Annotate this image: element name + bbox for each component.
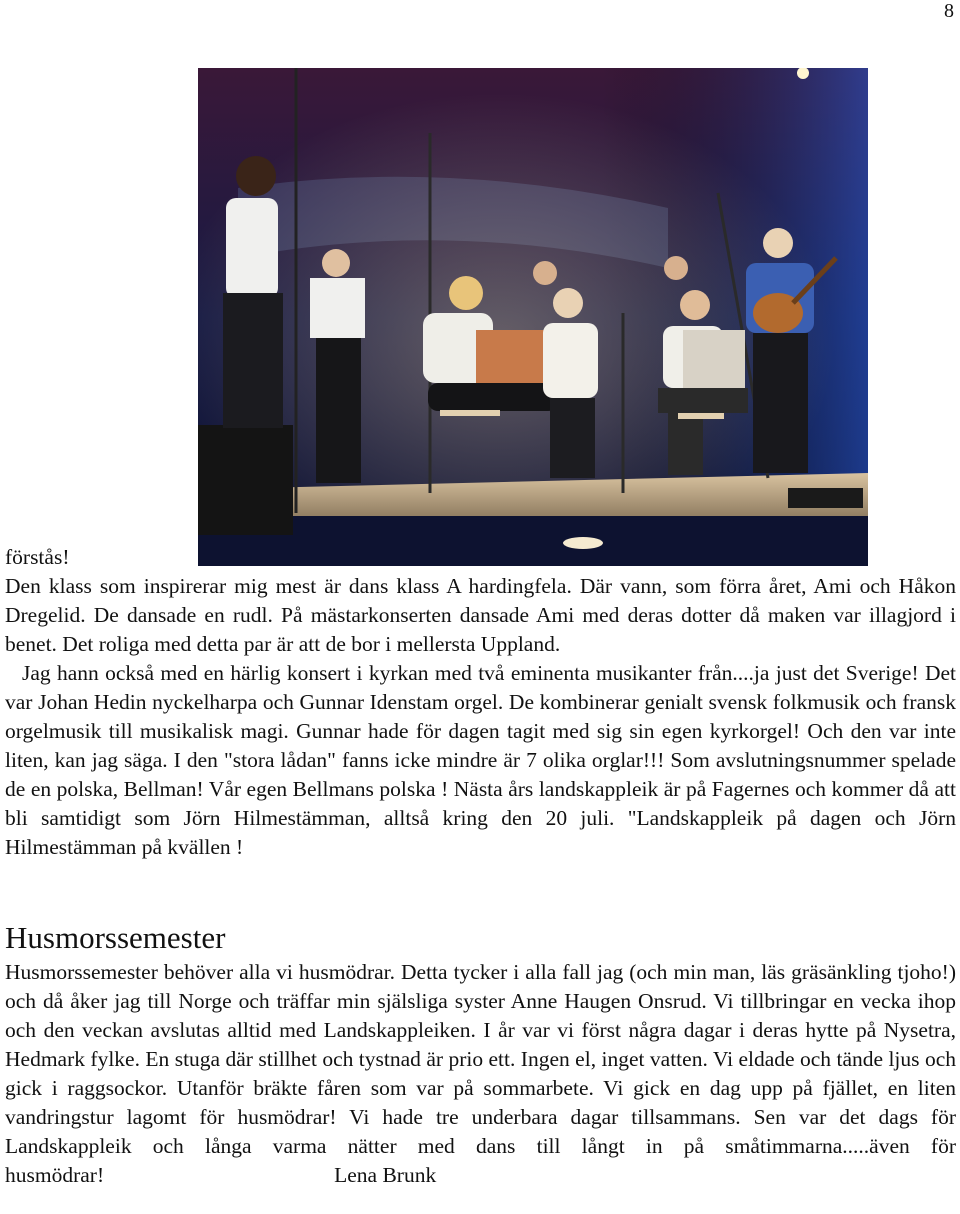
paragraph-hardingfela: Den klass som inspirerar mig mest är dans klass A hardingfela. Där vann, som förra året, Ami och Håkon Dregelid. De dansade en rudl. På mästarkonserten dansade Ami med deras dotter då maken var illagjord i benet. Det roliga med detta par är att de bor i mellersta Uppland. <box>5 574 956 656</box>
page-number: 8 <box>944 0 954 22</box>
signature: Lena Brunk <box>334 1163 437 1187</box>
paragraph-konsert: Jag hann också med en härlig konsert i kyrkan med två eminenta musikanter från....ja just det Sverige! Det var Johan Hedin nyckelharpa och Gunnar Idenstam orgel. De kombinerar genialt svensk folkmusik och fransk orgelmusik till musikalisk magi. Gunnar hade för dagen tagit med sig sin egen kyrkorgel! Och den var inte liten, kan jag säga. I den "stora lådan" fanns icke mindre är 7 olika orglar!!! Som avslutningsnummer spelade de en polska, Bellman! Vår egen Bellmans polska ! Nästa års landskappleik är på Fagernes och kommer då att bli samtidigt som Jörn Hilmestämman, alltså kring den 20 juli. "Landskappleik på dagen och Jörn Hilmestämman på kvällen ! <box>5 661 956 859</box>
intro-line: förstås! <box>5 545 70 569</box>
section-heading: Husmorssemester <box>5 920 226 955</box>
paragraph-husmorssemester-text: Husmorssemester behöver alla vi husmödrar. Detta tycker i alla fall jag (och min man, läs gräsänkling tjoho!) och då åker jag till Norge och träffar min själsliga syster Anne Haugen Onsrud. Vi tillbringar en vecka ihop och den veckan avslutas alltid med Landskappleiken. I år var vi först några dagar i deras hytte på Nysetra, Hedmark fylke. En stuga där stillhet och tystnad är prio ett. Ingen el, inget vatten. Vi eldade och tände ljus och gick i raggsockor. Utanför bräkte fåren som var på sommarbete. Vi gick en dag upp på fjället, en liten vandringstur lagomt för husmödrar! Vi hade tre underbara dagar tillsammans. Sen var det dags för Landskappleik och långa varma nätter med dans till långt in på småtimmarna.....även för husmödrar! <box>5 960 956 1187</box>
paragraph-husmorssemester <box>5 958 956 1190</box>
concert-photo <box>198 68 868 566</box>
